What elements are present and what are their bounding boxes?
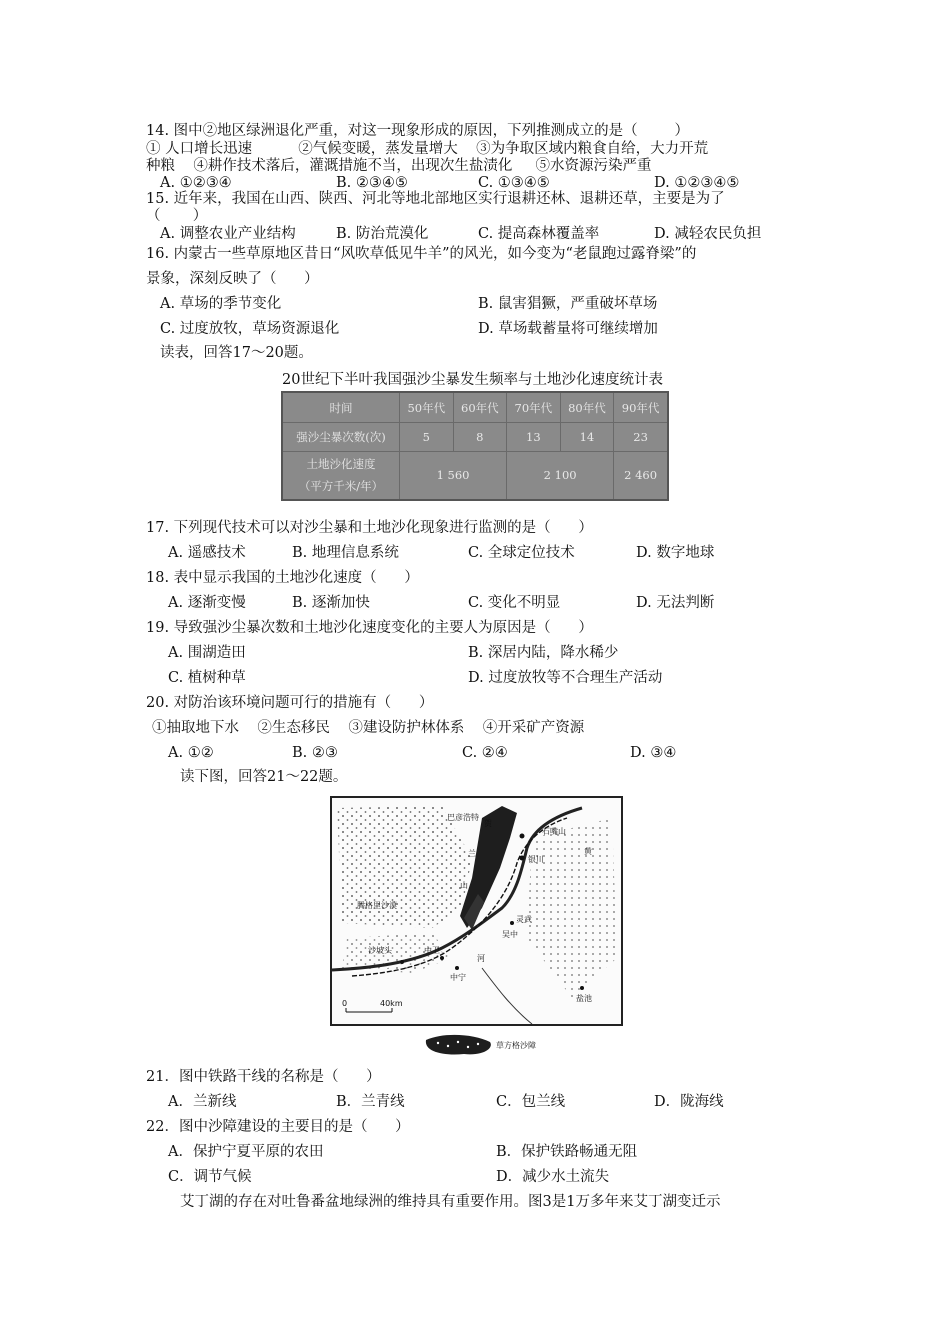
q15-paren: （ ）: [146, 208, 208, 224]
table-header-cell: 90年代: [614, 392, 668, 423]
map-label-yinchuan: 银川: [528, 855, 544, 864]
q14-option-a: A. ①②③④: [160, 175, 232, 191]
passage-tail: 艾丁湖的存在对吐鲁番盆地绿洲的维持具有重要作用。图3是1万多年来艾丁湖变迁示: [180, 1194, 721, 1210]
table-cell: 13: [507, 423, 561, 452]
table-row: [282, 423, 668, 452]
table-row-label-line1: 土地沙化速度: [306, 457, 376, 472]
map-label-shan: 山: [460, 881, 468, 890]
legend-symbol: [424, 1032, 624, 1058]
map-label-lan: 兰: [468, 849, 476, 858]
q14-option-b: B. ②③④⑤: [336, 175, 408, 191]
table-header-cell: 70年代: [507, 392, 561, 423]
q17-option-a: A. 遥感技术: [168, 545, 246, 561]
map-label-huang: 黄: [584, 847, 592, 856]
q20-stem: 20. 对防治该环境问题可行的措施有（ ）: [146, 695, 434, 711]
map-label-shizuishan: 石嘴山: [542, 827, 566, 836]
table-title: 20世纪下半叶我国强沙尘暴发生频率与土地沙化速度统计表: [282, 372, 663, 388]
q22-option-d: D．减少水土流失: [496, 1169, 610, 1185]
q16-stem-line2: 景象，深刻反映了（ ）: [146, 271, 319, 287]
map-label-zhongning: 中宁: [450, 973, 466, 982]
q17-option-b: B. 地理信息系统: [292, 545, 399, 561]
q15-option-a: A. 调整农业产业结构: [160, 226, 296, 242]
q16-option-b: B. 鼠害猖獗，严重破坏草场: [478, 296, 658, 312]
statistics-table: [281, 391, 669, 501]
q18-option-c: C. 变化不明显: [468, 595, 561, 611]
map-figure: [330, 796, 623, 1026]
table-row-label: [282, 451, 400, 500]
table-row: [282, 451, 668, 500]
q21-stem: 21．图中铁路干线的名称是（ ）: [146, 1069, 381, 1085]
table-cell: 8: [453, 423, 507, 452]
q17-stem: 17. 下列现代技术可以对沙尘暴和土地沙化现象进行监测的是（ ）: [146, 520, 593, 536]
legend-label: 草方格沙障: [496, 1041, 536, 1050]
table-header-cell: 60年代: [453, 392, 507, 423]
q20-items: ①抽取地下水 ②生态移民 ③建设防护林体系 ④开采矿产资源: [152, 720, 585, 736]
q18-stem: 18. 表中显示我国的土地沙化速度（ ）: [146, 570, 419, 586]
q18-option-a: A. 逐渐变慢: [168, 595, 246, 611]
q17-option-c: C. 全球定位技术: [468, 545, 575, 561]
q22-option-c: C．调节气候: [168, 1169, 252, 1185]
scale-zero: 0: [342, 999, 348, 1008]
q21-option-b: B．兰青线: [336, 1094, 405, 1110]
map-label-he: 贺: [484, 819, 492, 828]
map-label-lingwu: 灵武: [516, 915, 532, 924]
intro-map: 读下图，回答21～22题。: [180, 769, 348, 785]
table-cell: 2 460: [614, 451, 668, 500]
q15-option-c: C. 提高森林覆盖率: [478, 226, 600, 242]
q19-option-a: A. 围湖造田: [168, 645, 246, 661]
map-label-bayanhaote: 巴彦浩特: [447, 813, 479, 822]
q22-option-b: B．保护铁路畅通无阻: [496, 1144, 638, 1160]
table-cell: 1 560: [400, 451, 507, 500]
q19-option-b: B. 深居内陆，降水稀少: [468, 645, 619, 661]
table-header-row: [282, 392, 668, 423]
q14-option-c: C. ①③④⑤: [478, 175, 550, 191]
q14-option-d: D. ①②③④⑤: [654, 175, 740, 191]
map-drawing: [332, 798, 621, 1024]
q20-option-a: A. ①②: [168, 745, 214, 761]
table-row-label-line2: （平方千米/年）: [298, 479, 384, 494]
map-label-he2: 河: [477, 954, 485, 963]
q20-option-b: B. ②③: [292, 745, 338, 761]
table-cell: 5: [400, 423, 454, 452]
q22-stem: 22．图中沙障建设的主要目的是（ ）: [146, 1119, 410, 1135]
q21-option-c: C．包兰线: [496, 1094, 566, 1110]
table-cell: 2 100: [507, 451, 614, 500]
q16-option-c: C. 过度放牧，草场资源退化: [160, 321, 340, 337]
map-label-zhongwei: 中卫: [424, 946, 440, 955]
q15-option-b: B. 防治荒漠化: [336, 226, 429, 242]
table-header-cell: 时间: [282, 392, 400, 423]
q21-option-a: A．兰新线: [168, 1094, 237, 1110]
table-cell: 14: [560, 423, 614, 452]
q18-option-b: B. 逐渐加快: [292, 595, 370, 611]
table-cell: 23: [614, 423, 668, 452]
scale-label: 40km: [380, 999, 403, 1008]
q19-option-c: C. 植树种草: [168, 670, 246, 686]
table-row-label: 强沙尘暴次数(次): [282, 423, 400, 452]
q16-stem-line1: 16. 内蒙古一些草原地区昔日“风吹草低见牛羊”的风光，如今变为“老鼠跑过露脊梁”的: [146, 246, 697, 262]
q14-stem: 14. 图中②地区绿洲退化严重，对这一现象形成的原因，下列推测成立的是（ ）: [146, 123, 690, 139]
q14-line3: 种粮 ④耕作技术落后，灌溉措施不当，出现次生盐渍化 ⑤水资源污染严重: [146, 158, 652, 174]
intro-table: 读表，回答17～20题。: [160, 345, 313, 361]
map-label-wuzhong: 吴中: [502, 930, 518, 939]
map-legend: [424, 1032, 624, 1058]
table-header-cell: 80年代: [560, 392, 614, 423]
q20-option-d: D. ③④: [630, 745, 677, 761]
map-label-yanchi: 盐池: [576, 994, 592, 1003]
q16-option-d: D. 草场载蓄量将可继续增加: [478, 321, 658, 337]
table-header-cell: 50年代: [400, 392, 454, 423]
q15-stem: 15. 近年来，我国在山西、陕西、河北等地北部地区实行退耕还林、退耕还草，主要是为了: [146, 191, 725, 207]
q16-option-a: A. 草场的季节变化: [160, 296, 282, 312]
q14-line2: ① 人口增长迅速 ②气候变暖，蒸发量增大 ③为争取区域内粮食自给，大力开荒: [146, 141, 709, 157]
q19-option-d: D. 过度放牧等不合理生产活动: [468, 670, 663, 686]
q22-option-a: A．保护宁夏平原的农田: [168, 1144, 324, 1160]
q19-stem: 19. 导致强沙尘暴次数和土地沙化速度变化的主要人为原因是（ ）: [146, 620, 593, 636]
q21-option-d: D．陇海线: [654, 1094, 724, 1110]
q18-option-d: D. 无法判断: [636, 595, 715, 611]
map-label-tengger: 腾格里沙漠: [357, 901, 397, 910]
q17-option-d: D. 数字地球: [636, 545, 715, 561]
q15-option-d: D. 减轻农民负担: [654, 226, 762, 242]
map-label-shapotou: 沙坡头: [368, 946, 392, 955]
q20-option-c: C. ②④: [462, 745, 508, 761]
